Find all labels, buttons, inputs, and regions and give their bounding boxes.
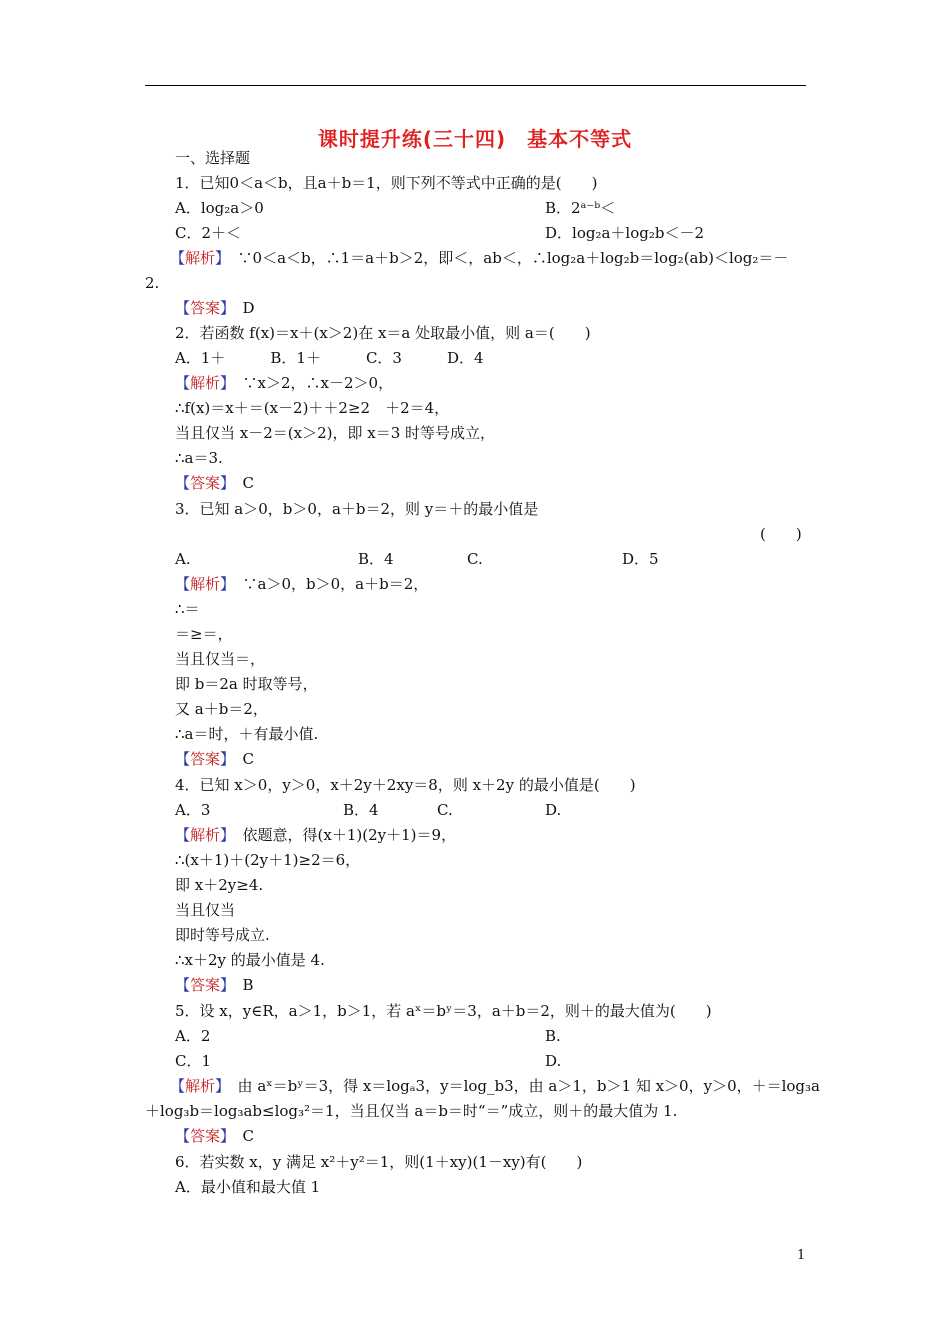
bracket-open: 【 [175,1127,191,1145]
q6-option-a: A．最小值和最大值 1 [175,1178,321,1196]
q3-answer [175,749,254,769]
q4-option-d: D. [545,801,562,819]
q4-analysis-line: ∴(x＋1)＋(2y＋1)≥2＝6， [175,851,361,869]
bracket-close: 】 [215,1077,223,1095]
analysis-label: 解析 [185,249,216,267]
q2-answer [175,473,254,493]
answer-label: 答案 [190,976,221,994]
bracket-close: 】 [220,826,228,844]
q4-analysis-line: 即时等号成立. [175,926,270,944]
q5-analysis [170,1076,820,1096]
q2-analysis-line: 当且仅当 x－2＝(x＞2)，即 x＝3 时等号成立， [175,424,496,442]
bracket-close: 】 [220,750,228,768]
q1-analysis-cont: 2. [145,274,160,292]
q4-option-c: C. [437,801,453,819]
q2-analysis-line: ∴f(x)＝x＋＝(x－2)＋＋2≥2 ＋2＝4， [175,399,450,417]
page-number: 1 [797,1248,806,1263]
q3-analysis-line: ∴a＝时，＋有最小值. [175,725,319,743]
q5-analysis-text: 由 aˣ＝bʸ＝3，得 x＝logₐ3，y＝log_b3，由 a＞1，b＞1 知 x＞0，y＞0，＋＝log₃a [222,1077,820,1095]
section-heading: 一、选择题 [175,149,251,167]
q5-answer-value: C [227,1127,255,1145]
q4-analysis-line: 即 x＋2y≥4. [175,876,264,894]
q3-analysis [175,574,428,594]
q3-analysis-text: ∵a＞0，b＞0，a＋b＝2， [227,575,429,593]
q4-analysis-line: 当且仅当 [175,901,236,919]
q3-analysis-line: 当且仅当＝， [175,650,266,668]
q5-analysis-cont: ＋log₃b＝log₃ab≤log₃²＝1，当且仅当 a＝b＝时“＝”成立，则＋的最大值为 1. [145,1102,678,1120]
bracket-open: 【 [175,474,191,492]
bracket-close: 】 [220,474,228,492]
answer-label: 答案 [190,474,221,492]
q3-analysis-line: 又 a＋b＝2， [175,700,268,718]
analysis-label: 解析 [190,826,221,844]
bracket-open: 【 [170,1077,186,1095]
q4-answer [175,975,254,995]
q1-answer-value: D [227,299,255,317]
q5-option-d: D. [545,1052,562,1070]
q3-answer-paren: ( ) [760,525,802,543]
q1-answer [175,298,255,318]
q2-answer-value: C [227,474,255,492]
q4-answer-value: B [227,976,254,994]
q1-stem: 1．已知0＜a＜b，且a＋b＝1，则下列不等式中正确的是( ) [175,174,598,192]
q1-option-b: B．2ᵃ⁻ᵇ＜ [545,199,616,217]
q3-answer-value: C [227,750,255,768]
bracket-close: 】 [220,976,228,994]
page-title: 课时提升练(三十四) 基本不等式 [317,127,633,151]
q4-analysis [175,825,456,845]
analysis-label: 解析 [185,1077,216,1095]
q1-analysis-text: ∵0＜a＜b，∴1＝a＋b＞2，即＜，ab＜，∴log₂a＋log₂b＝log₂(ab)＜log₂＝－ [222,249,789,267]
q3-stem: 3．已知 a＞0，b＞0，a＋b＝2，则 y＝＋的最小值是 [175,500,539,518]
q3-option-a: A. [175,550,191,568]
q4-stem: 4．已知 x＞0，y＞0，x＋2y＋2xy＝8，则 x＋2y 的最小值是( ) [175,776,636,794]
q2-analysis-text: ∵x＞2，∴x－2＞0， [227,374,394,392]
q3-analysis-line: 即 b＝2a 时取等号， [175,675,318,693]
q4-analysis-text: 依题意，得(x＋1)(2y＋1)＝9， [227,826,457,844]
q2-analysis [175,373,393,393]
q5-option-c: C．1 [175,1052,212,1070]
q1-option-a: A．log₂a＞0 [175,199,264,217]
q3-analysis-line: ＝≥＝， [175,625,233,643]
q6-stem: 6．若实数 x，y 满足 x²＋y²＝1，则(1＋xy)(1－xy)有( ) [175,1153,583,1171]
header-rule [145,85,806,86]
q1-option-d: D．log₂a＋log₂b＜－2 [545,224,705,242]
bracket-open: 【 [175,575,191,593]
answer-label: 答案 [190,750,221,768]
q2-options: A．1＋ B．1＋ C．3 D．4 [175,349,484,367]
bracket-open: 【 [175,374,191,392]
bracket-open: 【 [175,750,191,768]
bracket-close: 】 [220,374,228,392]
q1-analysis [170,248,788,268]
q3-option-b: B．4 [358,550,394,568]
q4-option-a: A．3 [175,801,211,819]
q5-option-b: B. [545,1027,561,1045]
bracket-open: 【 [175,299,191,317]
analysis-label: 解析 [190,374,221,392]
bracket-close: 】 [220,1127,228,1145]
q2-analysis-line: ∴a＝3. [175,449,223,467]
bracket-open: 【 [175,826,191,844]
q5-stem: 5．设 x，y∈R，a＞1，b＞1，若 aˣ＝bʸ＝3，a＋b＝2，则＋的最大值为( ) [175,1002,712,1020]
bracket-close: 】 [215,249,223,267]
q3-option-d: D．5 [622,550,659,568]
q3-analysis-line: ∴＝ [175,600,200,618]
bracket-open: 【 [175,976,191,994]
q4-analysis-line: ∴x＋2y 的最小值是 4. [175,951,325,969]
bracket-close: 】 [220,299,228,317]
q3-option-c: C. [467,550,483,568]
q4-option-b: B．4 [343,801,379,819]
answer-label: 答案 [190,299,221,317]
answer-label: 答案 [190,1127,221,1145]
bracket-open: 【 [170,249,186,267]
analysis-label: 解析 [190,575,221,593]
q1-option-c: C．2＋＜ [175,224,242,242]
bracket-close: 】 [220,575,228,593]
q5-option-a: A．2 [175,1027,211,1045]
q5-answer [175,1126,254,1146]
q2-stem: 2．若函数 f(x)＝x＋(x＞2)在 x＝a 处取最小值，则 a＝( ) [175,324,591,342]
